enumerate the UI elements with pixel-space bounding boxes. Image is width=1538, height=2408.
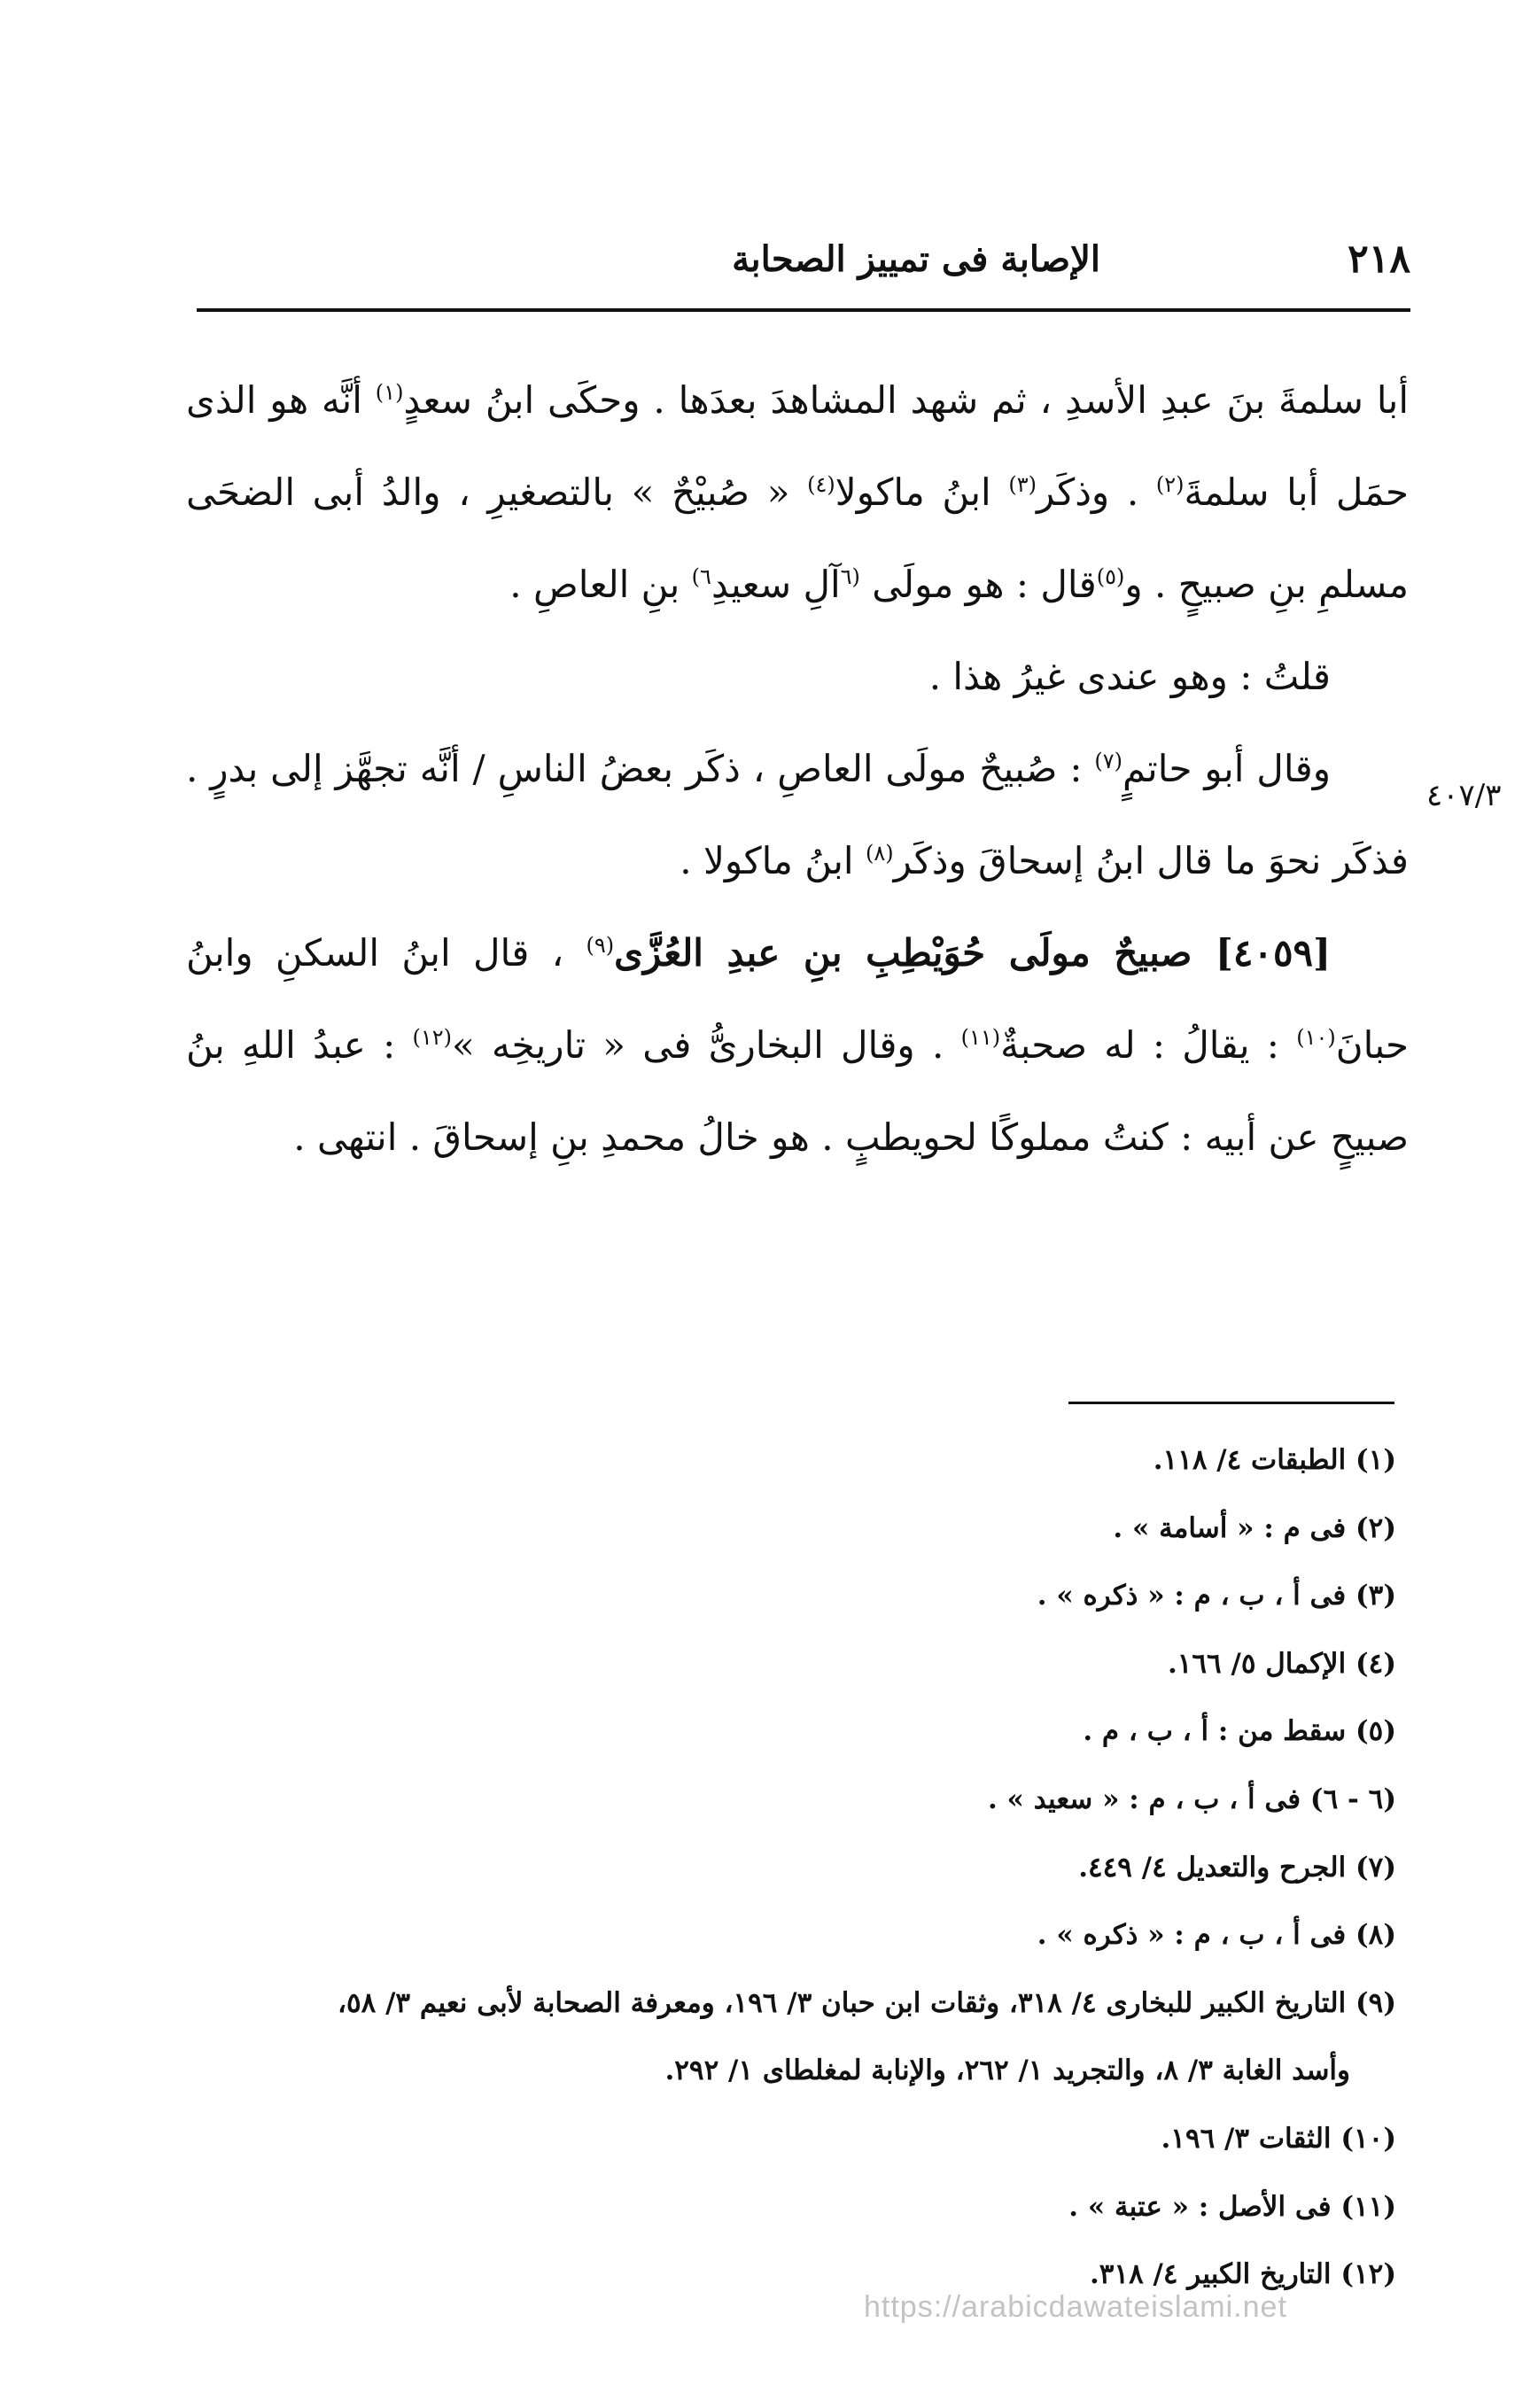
text-run: . وقال البخارىُّ فى « تاريخِه » <box>452 1023 961 1067</box>
footnote-ref: (١١) <box>960 1025 1001 1050</box>
footnote-ref: (٦ <box>840 564 860 589</box>
footnote-7: (٧) الجرح والتعديل ٤/ ٤٤٩. <box>1078 1851 1396 1884</box>
text-run: قال : هو مولَى <box>859 563 1097 606</box>
text-run: : عبدُ اللهِ بنُ صبيحٍ عن أبيه : كنتُ مملوكًا لحويطبٍ . هو خالُ محمدِ بنِ إسحاقَ . انتهى . <box>186 1023 1409 1159</box>
text-run: وقال أبو حاتمٍ <box>1122 747 1331 790</box>
footnote-11: (١١) فى الأصل : « عتبة » . <box>1068 2190 1396 2223</box>
footnote-9: (٩) التاريخ الكبير للبخارى ٤/ ٣١٨، وثقات ابن حبان ٣/ ١٩٦، ومعرفة الصحابة لأبى نعيم ٣/ ٥٨، <box>337 1986 1396 2019</box>
text-run: أنَّه هو الذى حمَل أبا سلمةَ <box>186 378 1409 514</box>
footnote-ref: (٢) <box>1155 472 1185 497</box>
footnote-3: (٣) فى أ ، ب ، م : « ذكره » . <box>1037 1580 1396 1612</box>
paragraph-4-entry <box>186 907 1409 1184</box>
text-run: آلِ سعيدِ <box>711 563 841 606</box>
paragraph-1 <box>186 354 1409 631</box>
footnote-ref: (١) <box>375 380 404 405</box>
page-number: ٢١٨ <box>1348 237 1410 282</box>
footnote-ref: (٣) <box>1008 472 1037 497</box>
footnote-9-continued: وأسد الغابة ٣/ ٨، والتجريد ١/ ٢٦٢، والإنابة لمغلطاى ١/ ٢٩٢. <box>664 2055 1350 2087</box>
entry-heading: [٤٠٥٩] صبيحٌ مولَى حُوَيْطِبِ بنِ عبدِ العُزَّى <box>614 931 1331 975</box>
footnote-ref: (١٢) <box>412 1025 453 1050</box>
header-rule <box>197 308 1410 312</box>
text-run: ابنُ ماكولا . <box>680 839 866 882</box>
footnote-12: (١٢) التاريخ الكبير ٤/ ٣١٨. <box>1089 2258 1396 2291</box>
footnote-4: (٤) الإكمال ٥/ ١٦٦. <box>1167 1647 1396 1680</box>
footnote-ref: ٦) <box>691 564 711 589</box>
footnote-5: (٥) سقط من : أ ، ب ، م . <box>1083 1715 1396 1748</box>
footnote-8: (٨) فى أ ، ب ، م : « ذكره » . <box>1037 1919 1396 1952</box>
footnote-ref: (٧) <box>1094 749 1123 773</box>
footnote-ref: (٥) <box>1096 564 1125 589</box>
watermark-url: https://arabicdawateislami.net <box>864 2290 1287 2324</box>
running-header <box>197 217 1410 288</box>
main-text <box>186 354 1409 1184</box>
footnote-10: (١٠) الثقات ٣/ ١٩٦. <box>1161 2122 1396 2155</box>
text-run: ، قال ابنُ السكنِ وابنُ حبانَ <box>186 931 1409 1067</box>
text-run: : صُبيحٌ مولَى العاصِ ، ذكَر بعضُ الناسِ / أنَّه تجهَّز إلى بدرٍ . فذكَر نحوَ ما قال ابنُ إسحاقَ وذكَر <box>186 747 1409 882</box>
footnote-ref: (١٠) <box>1296 1025 1336 1050</box>
footnote-ref: (٩) <box>586 933 615 958</box>
footnote-6: (٦ - ٦) فى أ ، ب ، م : « سعيد » . <box>987 1783 1396 1815</box>
text-run: . وذكَر <box>1037 470 1156 514</box>
paragraph-3 <box>186 723 1409 907</box>
text-run: بنِ العاصِ . <box>509 563 692 606</box>
running-title: الإصابة فى تمييز الصحابة <box>732 238 1100 280</box>
paragraph-2: قلتُ : وهو عندى غيرُ هذا . <box>928 655 1331 698</box>
text-run: : يقالُ : له صحبةٌ <box>1000 1023 1297 1067</box>
footnotes-separator <box>1068 1402 1394 1404</box>
text-run: « صُبيْحٌ » بالتصغيرِ ، والدُ أبى الضحَى مسلمِ بنِ صبيحٍ . و <box>186 470 1409 606</box>
footnote-ref: (٤) <box>807 472 835 497</box>
margin-volume-page-note: ٤٠٧/٣ <box>1426 778 1502 813</box>
footnotes <box>177 1426 1396 2309</box>
footnote-ref: (٨) <box>865 841 894 866</box>
footnote-1: (١) الطبقات ٤/ ١١٨. <box>1153 1444 1396 1476</box>
text-run: أبا سلمةَ بنَ عبدِ الأسدِ ، ثم شهد المشاهدَ بعدَها . وحكَى ابنُ سعدٍ <box>403 378 1409 422</box>
text-run: ابنُ ماكولا <box>835 470 1009 514</box>
footnote-2: (٢) فى م : « أسامة » . <box>1113 1511 1396 1544</box>
